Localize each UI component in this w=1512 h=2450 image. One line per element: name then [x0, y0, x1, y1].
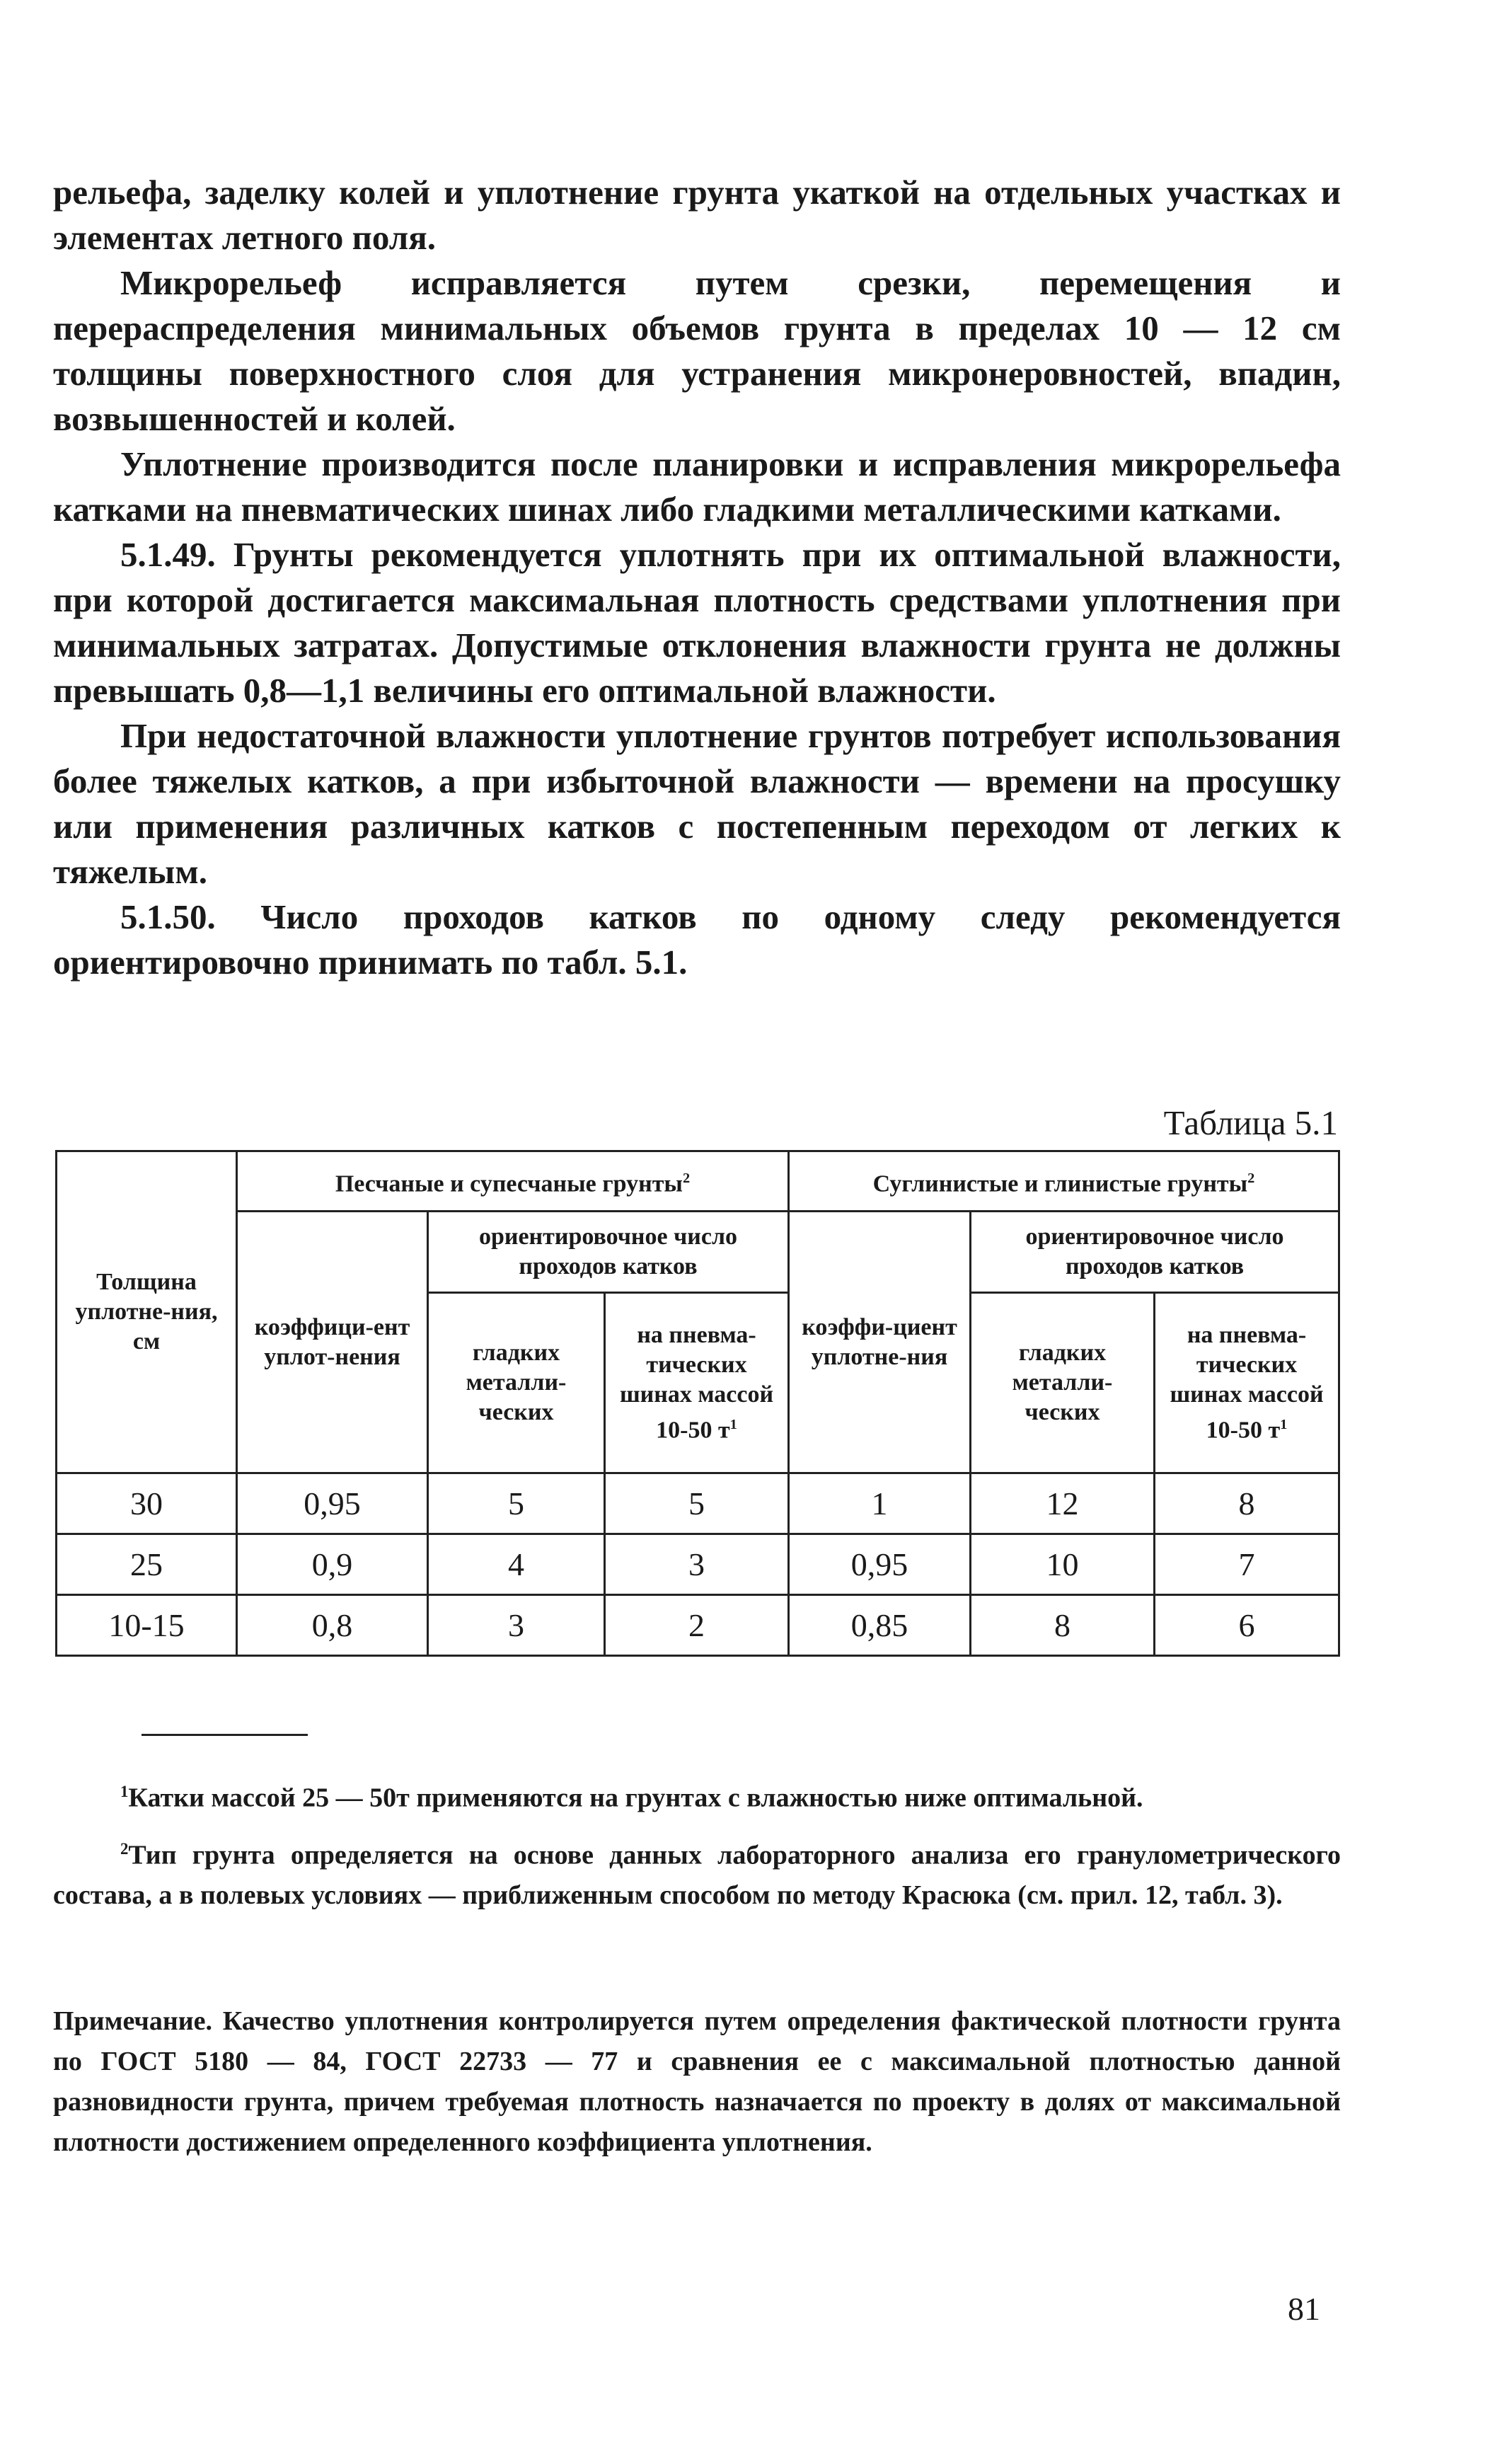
table-cell: 0,85	[789, 1595, 971, 1656]
paragraph-5-1-50: 5.1.50. Число проходов катков по одному следу рекомендуется ориентировочно принимать по табл. 5.1.	[53, 897, 1341, 982]
table-cell: 3	[605, 1534, 789, 1595]
header-thickness: Толщина уплотне-ния, см	[57, 1151, 237, 1473]
table-cell: 0,95	[789, 1534, 971, 1595]
table-row	[57, 1473, 1339, 1534]
table-cell: 3	[428, 1595, 605, 1656]
header-clay-passes: ориентировочное число проходов катков	[971, 1212, 1339, 1293]
paragraph-moisture: При недостаточной влажности уплотнение грунтов потребует использования более тяжелых катков, а при избыточной влажности — времени на просушку или применения различных катков с постепенным переходом от легких к тяжелым.	[53, 716, 1341, 891]
table-caption: Таблица 5.1	[1163, 1103, 1338, 1142]
table-cell: 0,9	[237, 1534, 428, 1595]
header-sandy-soils: Песчаные и супесчаные грунты$^2$	[237, 1151, 789, 1212]
paragraph-microrelief: Микрорельеф исправляется путем срезки, перемещения и перераспределения минимальных объемов грунта в пределах 10 — 12 см толщины поверхностного слоя для устранения микронеровностей, впадин, возвышенностей и колей.	[53, 263, 1341, 438]
table-note	[53, 2001, 1341, 2163]
note-label: Примечание.	[53, 2006, 212, 2036]
header-clay-smooth: гладких металли-ческих	[971, 1293, 1155, 1473]
header-sandy-coefficient: коэффици-ент уплот-нения	[237, 1212, 428, 1473]
note-text: Качество уплотнения контролируется путем определения фактической плотности грунта по ГОСТ 5180 — 84, ГОСТ 22733 — 77 и сравнения ее с максимальной плотностью данной разновидности грунта, причем требуемая плотность назначается по проекту в долях от максимальной плотности достижением определенного коэффициента уплотнения.	[53, 2006, 1341, 2157]
header-sandy-passes: ориентировочное число проходов катков	[428, 1212, 789, 1293]
table-cell: 5	[428, 1473, 605, 1534]
table-row	[57, 1534, 1339, 1595]
table-cell: 0,8	[237, 1595, 428, 1656]
table-cell: 10-15	[57, 1595, 237, 1656]
table-cell: 30	[57, 1473, 237, 1534]
table-cell: 0,95	[237, 1473, 428, 1534]
table-cell: 7	[1155, 1534, 1339, 1595]
table-cell: 25	[57, 1534, 237, 1595]
header-clay-coefficient: коэффи-циент уплотне-ния	[789, 1212, 971, 1473]
footnote-1: $^1$Катки массой 25 — 50т применяются на грунтах с влажностью ниже оптимальной.	[120, 1783, 1143, 1813]
table-cell: 8	[971, 1595, 1155, 1656]
body-text	[53, 170, 1341, 985]
header-clay-soils: Суглинистые и глинистые грунты$^2$	[789, 1151, 1339, 1212]
footnote-divider	[142, 1734, 308, 1736]
table-cell: 2	[605, 1595, 789, 1656]
paragraph-compaction: Уплотнение производится после планировки и исправления микрорельефа катками на пневматических шинах либо гладкими металлическими катками.	[53, 444, 1341, 529]
footnotes	[53, 1771, 1341, 1926]
header-clay-pneumatic: на пневма-тических шинах массой 10-50 $т^1$	[1155, 1293, 1339, 1473]
header-sandy-smooth: гладких металли-ческих	[428, 1293, 605, 1473]
table-cell: 8	[1155, 1473, 1339, 1534]
table-row	[57, 1595, 1339, 1656]
table-cell: 5	[605, 1473, 789, 1534]
header-sandy-pneumatic: на пневма-тических шинах массой 10-50 $т^1$	[605, 1293, 789, 1473]
table-cell: 10	[971, 1534, 1155, 1595]
table-cell: 4	[428, 1534, 605, 1595]
table-cell: 6	[1155, 1595, 1339, 1656]
roller-passes-table	[55, 1150, 1340, 1657]
paragraph-5-1-49: 5.1.49. Грунты рекомендуется уплотнять при их оптимальной влажности, при которой достигается максимальная плотность средствами уплотнения при минимальных затратах. Допустимые отклонения влажности грунта не должны превышать 0,8—1,1 величины его оптимальной влажности.	[53, 535, 1341, 710]
table-cell: 1	[789, 1473, 971, 1534]
paragraph-continuation: рельефа, заделку колей и уплотнение грунта укаткой на отдельных участках и элементах летного поля.	[53, 173, 1341, 257]
page-number: 81	[1288, 2291, 1320, 2327]
footnote-2: $^2$Тип грунта определяется на основе данных лабораторного анализа его гранулометрического состава, а в полевых условиях — приближенным способом по методу Красюка (см. прил. 12, табл. 3).	[53, 1839, 1341, 1911]
table-cell: 12	[971, 1473, 1155, 1534]
